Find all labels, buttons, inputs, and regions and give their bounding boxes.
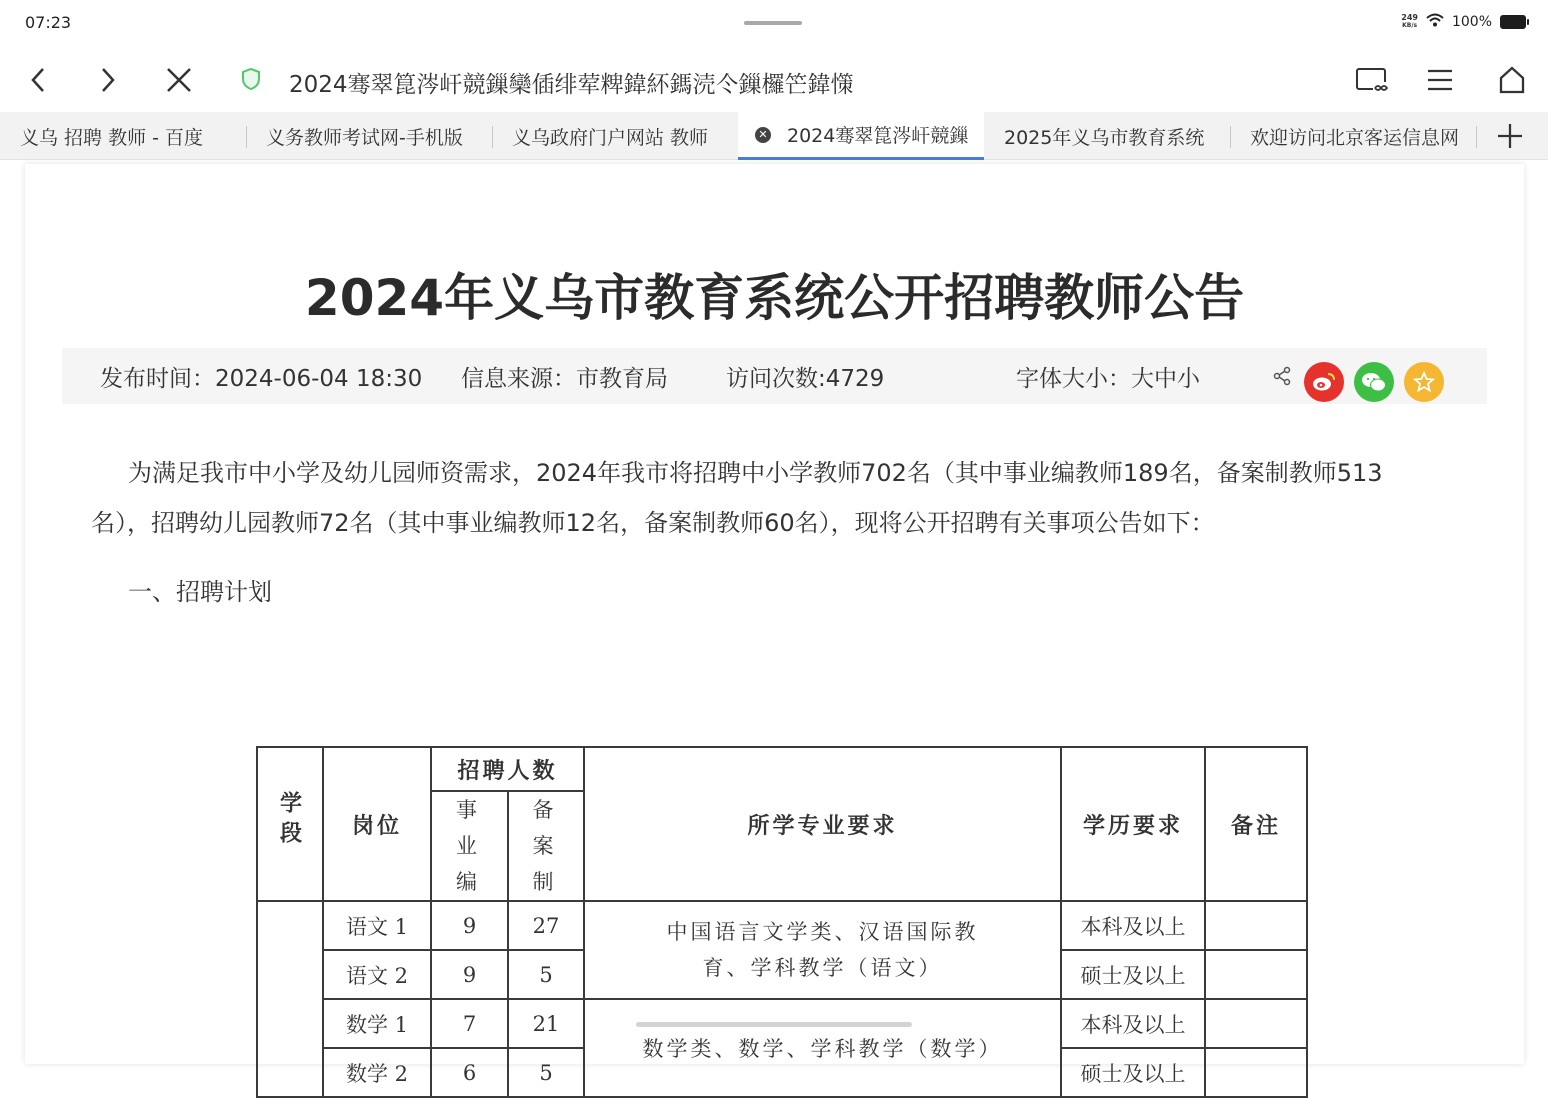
notch-pill: [744, 21, 802, 25]
forward-icon: [98, 66, 118, 94]
tab-close-icon[interactable]: ✕: [755, 127, 771, 143]
table-row-position: 语文 1: [323, 901, 431, 950]
tab-separator: [1230, 126, 1231, 148]
close-icon: [166, 67, 192, 93]
table-row-education: 硕士及以上: [1061, 1048, 1205, 1097]
header-note: 备注: [1205, 747, 1307, 901]
new-tab-button[interactable]: [1492, 118, 1528, 154]
table-row-beian: 21: [508, 999, 584, 1048]
wifi-icon: [1426, 12, 1444, 31]
status-indicators: [1401, 12, 1526, 31]
forward-button[interactable]: [86, 58, 130, 102]
stop-loading-button[interactable]: [157, 58, 201, 102]
tab-separator: [1476, 126, 1477, 148]
header-count: 招聘人数: [431, 747, 584, 791]
tab-5[interactable]: 2025年义乌市教育系统: [1004, 126, 1205, 149]
article-card: [25, 164, 1524, 1086]
wechat-icon[interactable]: [1354, 362, 1394, 402]
back-button[interactable]: [16, 58, 60, 102]
url-title[interactable]: 2024骞翠箟涔屽競鏁欒偛绯荤粺鍏紑鎷涜仒鏁欏笀鍏憡: [289, 72, 854, 98]
table-row-education: 本科及以上: [1061, 999, 1205, 1048]
table-row-position: 数学 2: [323, 1048, 431, 1097]
recruitment-table: [256, 746, 1308, 1098]
weibo-icon[interactable]: [1304, 362, 1344, 402]
table-row-position: 数学 1: [323, 999, 431, 1048]
table-row-shiye: 6: [431, 1048, 508, 1097]
home-icon: [1498, 66, 1526, 94]
table-row-shiye: 7: [431, 999, 508, 1048]
table-row-education: 硕士及以上: [1061, 950, 1205, 999]
table-row-beian: 5: [508, 1048, 584, 1097]
intro-paragraph: 为满足我市中小学及幼儿园师资需求，2024年我市将招聘中小学教师702名（其中事业编教师189名，备案制教师513名），招聘幼儿园教师72名（其中事业编教师12名，备案制教师60名），现将公开招聘有关事项公告如下：: [91, 459, 1383, 537]
tab-2[interactable]: 义务教师考试网-手机版: [266, 126, 463, 149]
menu-icon: [1426, 68, 1454, 92]
scroll-indicator[interactable]: [636, 1022, 912, 1027]
table-row-shiye: 9: [431, 901, 508, 950]
table-row-note: [1205, 1048, 1307, 1097]
table-row-note: [1205, 999, 1307, 1048]
header-stage: 学段: [257, 747, 323, 901]
table-row-shiye: 9: [431, 950, 508, 999]
header-shiye: 事业编: [431, 791, 508, 901]
infinity-window-icon: [1355, 66, 1389, 94]
header-position: 岗位: [323, 747, 431, 901]
battery-percentage: 100%: [1451, 13, 1492, 30]
section-heading: 一、招聘计划: [128, 578, 272, 606]
table-row-beian: 5: [508, 950, 584, 999]
tab-1[interactable]: 义乌 招聘 教师 - 百度: [20, 126, 204, 149]
stage-cell: [257, 901, 323, 1097]
share-icon[interactable]: [1272, 366, 1292, 390]
network-speed: 249 KB/s: [1401, 12, 1418, 29]
plus-icon: [1497, 123, 1523, 149]
table-row-major: 数学类、数学、学科教学（数学）: [584, 999, 1061, 1097]
table-row-education: 本科及以上: [1061, 901, 1205, 950]
header-beian: 备案制: [508, 791, 584, 901]
shield-icon: [240, 67, 262, 95]
table-row-note: [1205, 901, 1307, 950]
article-meta-bar: [62, 348, 1487, 404]
table-row-beian: 27: [508, 901, 584, 950]
status-time: 07:23: [25, 13, 72, 32]
address-bar: [0, 48, 1548, 112]
menu-button[interactable]: [1418, 58, 1462, 102]
battery-icon: [1500, 15, 1526, 29]
star-icon[interactable]: [1404, 362, 1444, 402]
tab-separator: [492, 126, 493, 148]
tab-strip: [0, 112, 1548, 160]
article-title: 2024年义乌市教育系统公开招聘教师公告: [304, 269, 1245, 327]
visit-count: 访问次数:4729: [726, 366, 885, 392]
header-major: 所学专业要求: [584, 747, 1061, 901]
table-row-position: 语文 2: [323, 950, 431, 999]
table-row-note: [1205, 950, 1307, 999]
tab-3[interactable]: 义乌政府门户网站 教师: [512, 126, 709, 149]
info-source: 信息来源：市教育局: [461, 366, 668, 392]
publish-time: 发布时间：2024-06-04 18:30: [100, 366, 423, 392]
tab-separator: [246, 126, 247, 148]
header-education: 学历要求: [1061, 747, 1205, 901]
tab-6[interactable]: 欢迎访问北京客运信息网: [1250, 126, 1460, 149]
home-button[interactable]: [1490, 58, 1534, 102]
font-size-control[interactable]: 字体大小：大中小: [1016, 366, 1200, 392]
table-row-major: 中国语言文学类、汉语国际教育、学科教学（语文）: [584, 901, 1061, 999]
back-icon: [28, 66, 48, 94]
status-bar: [0, 0, 1548, 46]
window-mode-button[interactable]: [1350, 58, 1394, 102]
tab-4-active[interactable]: ✕ 2024骞翠箟涔屽競鏁: [738, 112, 984, 160]
